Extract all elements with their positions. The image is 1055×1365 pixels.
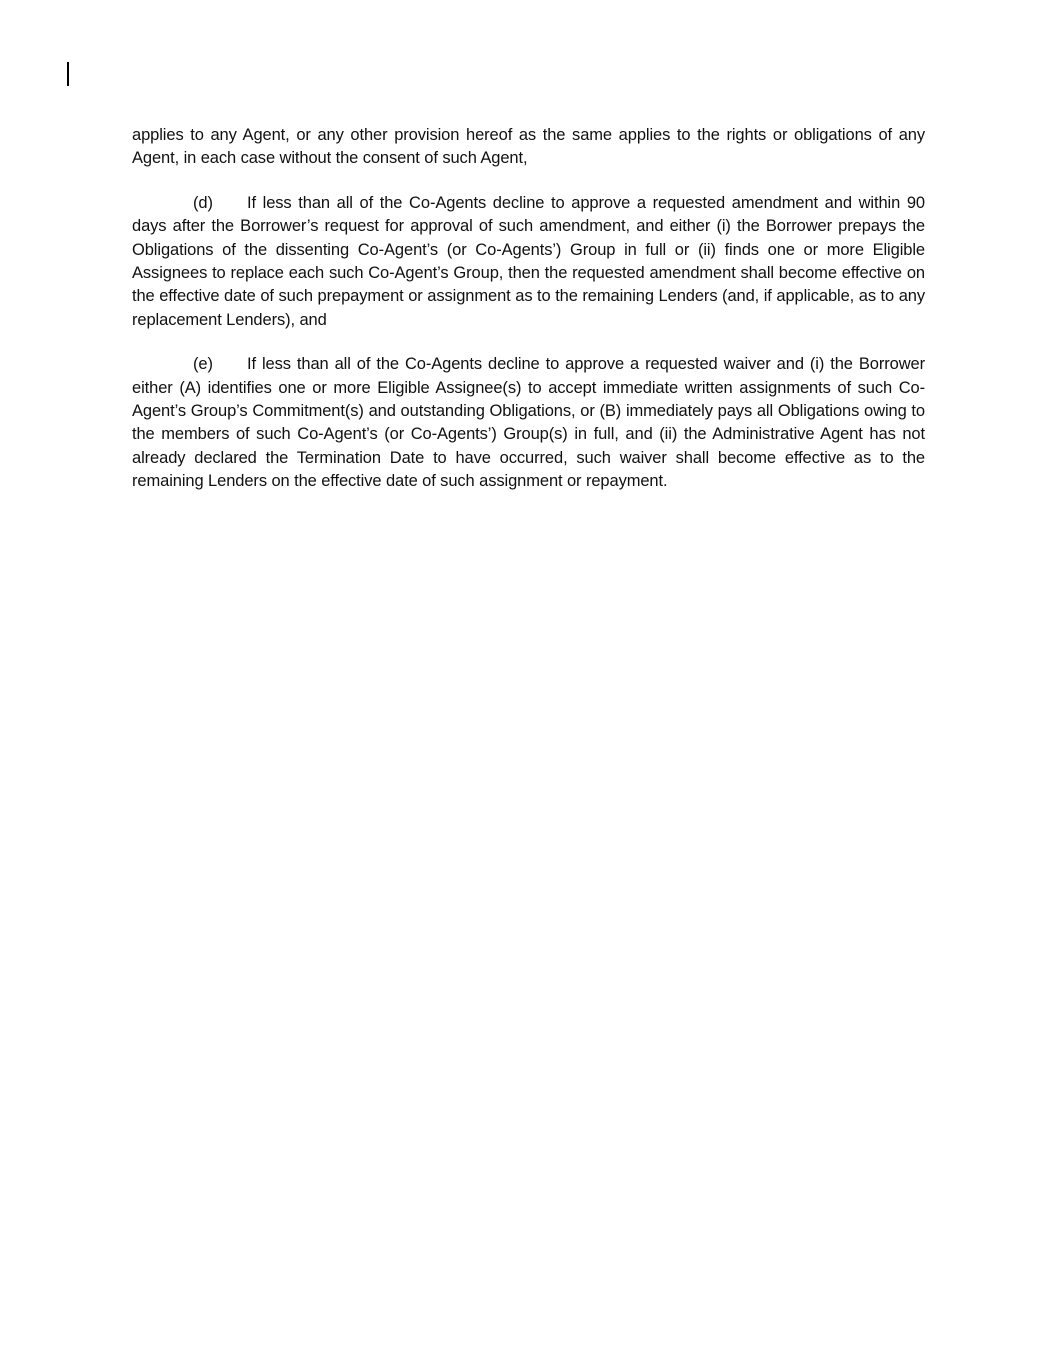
paragraph-e-marker: (e) — [193, 355, 213, 374]
paragraph-e — [132, 353, 925, 493]
paragraph-e-text: If less than all of the Co-Agents decline to approve a requested waiver and (i) the Borrower either (A) identifies one or more Eligible Assignee(s) to accept immediate written assignments of such Co-Agent’s Group’s Commitment(s) and outstanding Obligations, or (B) immediately pays all Obligations owing to the members of such Co-Agent’s (or Co-Agents’) Group(s) in full, and (ii) the Administrative Agent has not already declared the Termination Date to have occurred, such waiver shall become effective as to the remaining Lenders on the effective date of such assignment or repayment. — [132, 355, 925, 491]
paragraph-d — [132, 192, 925, 332]
revision-bar — [67, 62, 69, 86]
paragraph-d-marker: (d) — [193, 193, 213, 212]
paragraph-d-text: If less than all of the Co-Agents decline to approve a requested amendment and within 90 days after the Borrower’s request for approval of such amendment, and either (i) the Borrower prepays the Obligations of the dissenting Co-Agent’s (or Co-Agents’) Group in full or (ii) finds one or more Eligible Assignees to replace each such Co-Agent’s Group, then the requested amendment shall become effective on the effective date of such prepayment or assignment as to the remaining Lenders (and, if applicable, as to any replacement Lenders), and — [132, 193, 925, 329]
continuation-paragraph: applies to any Agent, or any other provision hereof as the same applies to the rights or obligations of any Agent, in each case without the consent of such Agent, — [132, 126, 925, 168]
document-body — [132, 124, 925, 515]
